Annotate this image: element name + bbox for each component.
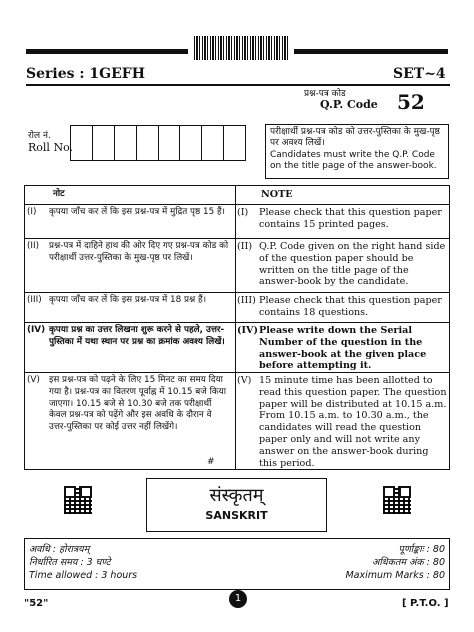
max-marks-hindi: अधिकतम अंक : 80	[372, 557, 445, 568]
max-marks: Maximum Marks : 80	[345, 570, 445, 581]
note-text-english: Please write down the Serial Number of the question in the answer-book at the given place before attempting it.	[259, 325, 427, 372]
roll-box[interactable]	[93, 126, 115, 160]
roll-box[interactable]	[159, 126, 181, 160]
series-rule	[26, 84, 450, 86]
subject-hindi: संस्कृतम्	[209, 485, 264, 506]
roll-box[interactable]	[224, 126, 245, 160]
time-marks-box	[24, 538, 450, 590]
note-text-hindi: कृपया प्रश्न का उत्तर लिखना शुरू करने से पहले, उत्तर-पुस्तिका में यथा स्थान पर प्रश्न का क्रमांक अवश्य लिखें।	[49, 325, 225, 347]
note-number-hindi: (II)	[27, 241, 40, 251]
pto-label: [ P.T.O. ]	[402, 598, 449, 609]
note-number-english: (II)	[237, 241, 253, 252]
roll-box[interactable]	[115, 126, 137, 160]
note-number-english: (IV)	[237, 325, 259, 336]
note-row	[25, 292, 449, 323]
note-text-hindi: कृपया जाँच कर लें कि इस प्रश्न-पत्र में मुद्रित पृष्ठ 15 हैं।	[49, 207, 226, 217]
note-number-english: (V)	[237, 375, 252, 386]
notes-header-english: NOTE	[261, 189, 293, 200]
note-number-hindi: (I)	[27, 207, 37, 217]
note-number-hindi: (III)	[27, 295, 42, 305]
note-text-hindi: इस प्रश्न-पत्र को पढ़ने के लिए 15 मिनट का समय दिया गया है। प्रश्न-पत्र का वितरण पूर्वाह्न में 10.15 बजे किया जाएगा। 10.15 बजे से 10.30 बजे तक परीक्षार्थी केवल प्रश्न-पत्र को पढ़ेंगे और इस अवधि के दौरान वे उत्तर-पुस्तिका पर कोई उत्तर नहीं लिखेंगे।	[49, 375, 226, 433]
hash-mark: #	[207, 457, 215, 467]
note-number-english: (III)	[237, 295, 256, 306]
duration-sanskrit: अवधि : होरात्रयम्	[29, 544, 90, 555]
qr-code-right	[383, 486, 411, 514]
top-rule-right	[294, 49, 448, 54]
note-text-english: Please check that this question paper contains 15 printed pages.	[259, 207, 442, 230]
roll-label: Roll No.	[28, 141, 73, 154]
candidate-instruction-english: Candidates must write the Q.P. Code on the title page of the answer-book.	[270, 150, 437, 171]
candidate-instruction-hindi: परीक्षार्थी प्रश्न-पत्र कोड को उत्तर-पुस्तिका के मुख-पृष्ठ पर अवश्य लिखें।	[270, 127, 440, 148]
note-row	[25, 238, 449, 293]
subject-english: SANSKRIT	[205, 509, 268, 522]
notes-table	[24, 185, 450, 470]
qp-code-hindi: प्रश्न-पत्र कोड	[304, 89, 346, 99]
time-allowed: Time allowed : 3 hours	[29, 570, 138, 581]
roll-box[interactable]	[137, 126, 159, 160]
notes-header-row	[25, 186, 449, 205]
note-row	[25, 372, 449, 468]
max-marks-sanskrit: पूर्णाङ्काः : 80	[398, 544, 445, 555]
candidate-instruction-box	[265, 124, 449, 179]
roll-box[interactable]	[180, 126, 202, 160]
qr-code-left	[64, 486, 92, 514]
roll-number-boxes[interactable]	[70, 125, 246, 161]
note-text-english: Please check that this question paper contains 18 questions.	[259, 295, 442, 318]
subject-box	[146, 478, 327, 532]
roll-box[interactable]	[202, 126, 224, 160]
series-label: Series : 1GEFH	[26, 66, 145, 82]
note-number-hindi: (V)	[27, 375, 40, 385]
roll-label-hindi: रोल नं.	[28, 131, 51, 141]
qp-code-label: Q.P. Code	[320, 98, 378, 111]
note-row	[25, 322, 449, 373]
note-number-english: (I)	[237, 207, 249, 218]
notes-header-hindi: नोट	[53, 189, 65, 199]
roll-box[interactable]	[71, 126, 93, 160]
top-rule-left	[26, 49, 188, 54]
qp-code-value: 52	[397, 90, 425, 114]
time-allowed-hindi: निर्धारित समय : 3 घण्टे	[29, 557, 111, 568]
set-label: SET~4	[393, 66, 446, 82]
note-row	[25, 204, 449, 239]
note-number-hindi: (IV)	[27, 325, 46, 335]
page-number: 1	[229, 590, 247, 608]
footer-code: "52"	[24, 598, 49, 609]
barcode	[194, 36, 288, 60]
note-text-hindi: प्रश्न-पत्र में दाहिने हाथ की ओर दिए गए प्रश्न-पत्र कोड को परीक्षार्थी उत्तर-पुस्तिका के मुख-पृष्ठ पर लिखें।	[49, 241, 229, 263]
note-text-hindi: कृपया जाँच कर लें कि इस प्रश्न-पत्र में 18 प्रश्न हैं।	[49, 295, 207, 305]
note-text-english: 15 minute time has been allotted to read this question paper. The question paper will be distributed at 10.15 a.m. From 10.15 a.m. to 10.30 a.m., the candidates will read the question paper only and will not write any answer on the answer-book during this period.	[259, 375, 447, 469]
note-text-english: Q.P. Code given on the right hand side of the question paper should be written on the title page of the answer-book by the candidate.	[259, 241, 446, 288]
